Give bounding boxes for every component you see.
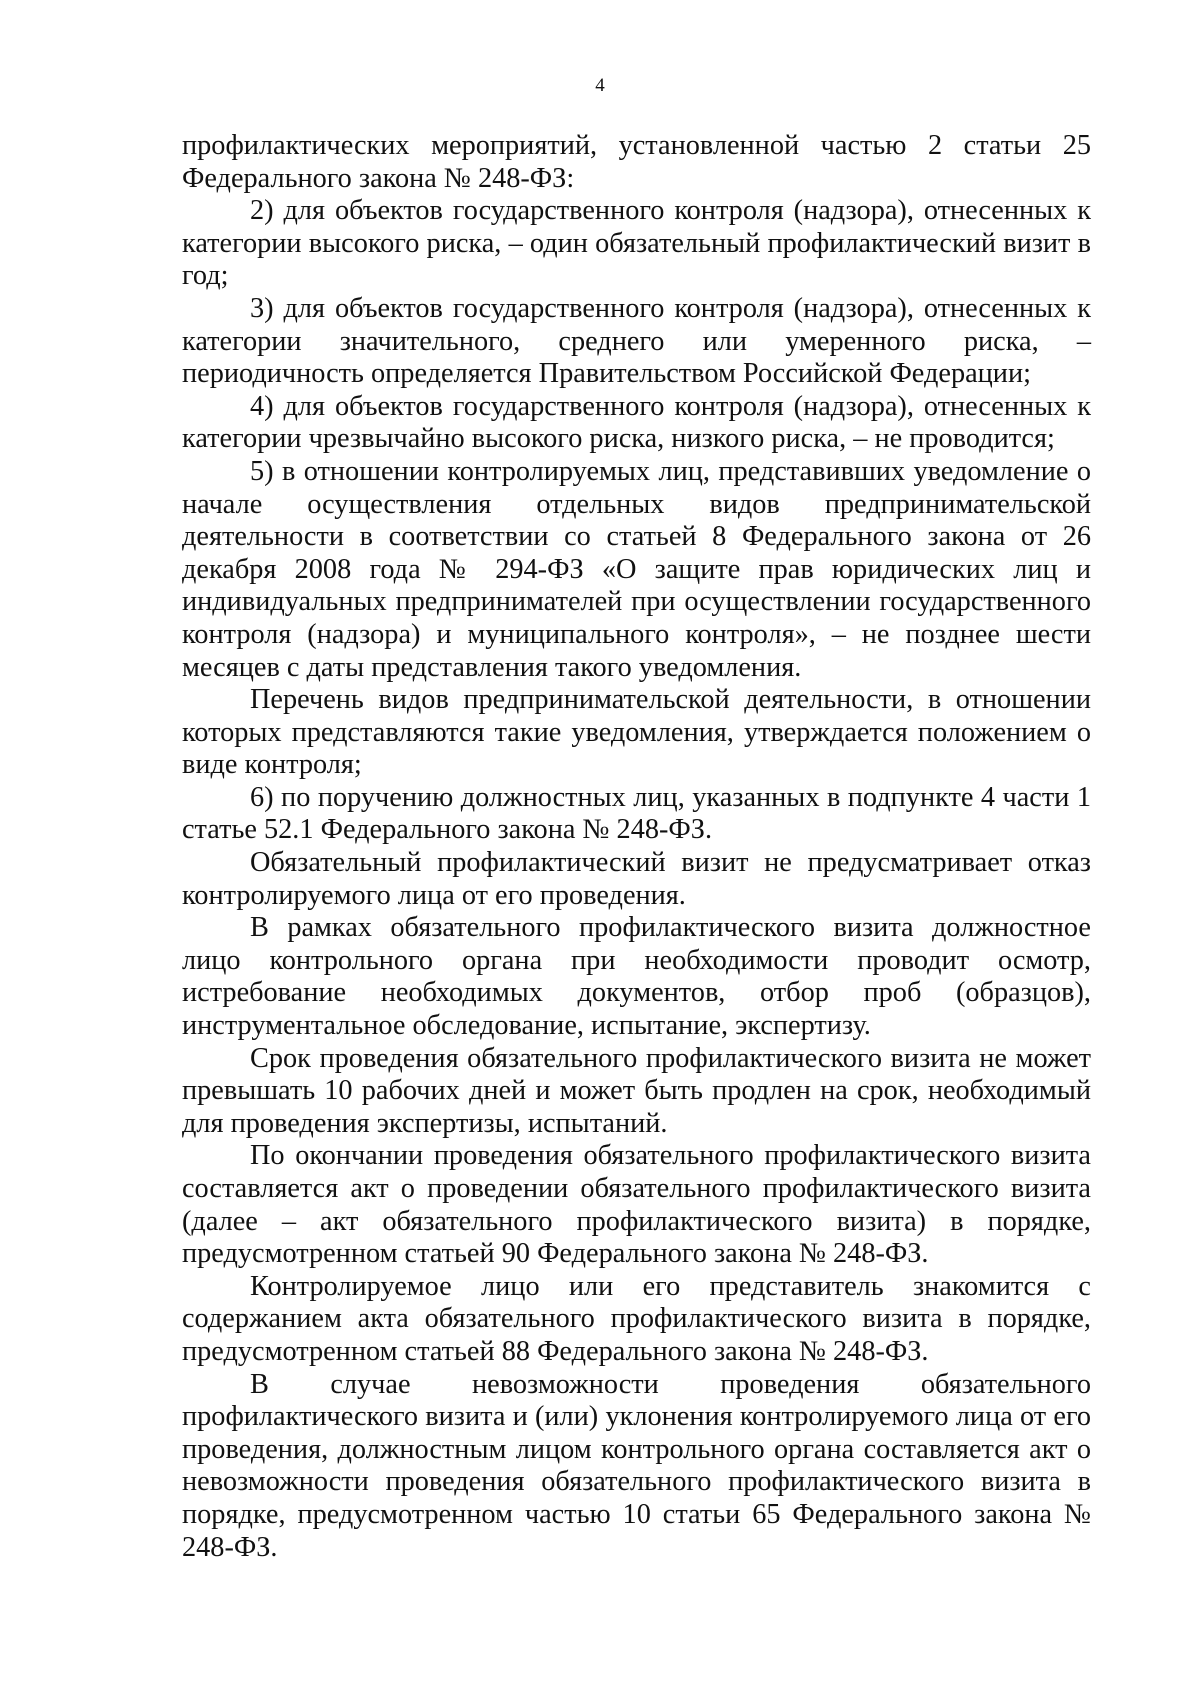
paragraph-item-4: 4) для объектов государственного контроля (надзора), отнесенных к категории чрезвычайно высокого риска, низкого риска, – не проводится; — [182, 390, 1091, 455]
paragraph-visit-duration: Срок проведения обязательного профилактического визита не может превышать 10 рабочих дней и может быть продлен на срок, необходимый для проведения экспертизы, испытаний. — [182, 1042, 1091, 1139]
paragraph-item-2: 2) для объектов государственного контроля (надзора), отнесенных к категории высокого риска, – один обязательный профилактический визит в год; — [182, 195, 1091, 292]
paragraph-activity-list: Перечень видов предпринимательской деятельности, в отношении которых представляются такие уведомления, утверждается положением о виде контроля; — [182, 684, 1091, 781]
document-body — [182, 130, 1091, 1564]
paragraph-visit-act: По окончании проведения обязательного профилактического визита составляется акт о проведении обязательного профилактического визита (далее – акт обязательного профилактического визита) в порядке, предусмотренном статьей 90 Федерального закона № 248-ФЗ. — [182, 1140, 1091, 1270]
paragraph-item-5: 5) в отношении контролируемых лиц, представивших уведомление о начале осуществления отдельных видов предпринимательской деятельности в соответствии со статьей 8 Федерального закона от 26 декабря 2008 года № 294-ФЗ «О защите прав юридических лиц и индивидуальных предпринимателей при осуществлении государственного контроля (надзора) и муниципального контроля», – не позднее шести месяцев с даты представления такого уведомления. — [182, 455, 1091, 683]
paragraph-item-6: 6) по поручению должностных лиц, указанных в подпункте 4 части 1 статье 52.1 Федерального закона № 248-ФЗ. — [182, 781, 1091, 846]
paragraph-continuation: профилактических мероприятий, установленной частью 2 статьи 25 Федерального закона № 248-ФЗ: — [182, 130, 1091, 194]
paragraph-item-3: 3) для объектов государственного контроля (надзора), отнесенных к категории значительного, среднего или умеренного риска, – периодичность определяется Правительством Российской Федерации; — [182, 292, 1091, 390]
paragraph-act-review: Контролируемое лицо или его представитель знакомится с содержанием акта обязательного профилактического визита в порядке, предусмотренном статьей 88 Федерального закона № 248-ФЗ. — [182, 1270, 1091, 1367]
paragraph-impossibility-act: В случае невозможности проведения обязательного профилактического визита и (или) уклонения контролируемого лица от его проведения, должностным лицом контрольного органа составляется акт о невозможности проведения обязательного профилактического визита в порядке, предусмотренном частью 10 статьи 65 Федерального закона № 248-ФЗ. — [182, 1368, 1091, 1563]
paragraph-no-refusal: Обязательный профилактический визит не предусматривает отказ контролируемого лица от его проведения. — [182, 847, 1091, 911]
page-number: 4 — [595, 75, 605, 96]
paragraph-visit-scope: В рамках обязательного профилактического визита должностное лицо контрольного органа при необходимости проводит осмотр, истребование необходимых документов, отбор проб (образцов), инструментальное обследование, испытание, экспертизу. — [182, 912, 1091, 1042]
